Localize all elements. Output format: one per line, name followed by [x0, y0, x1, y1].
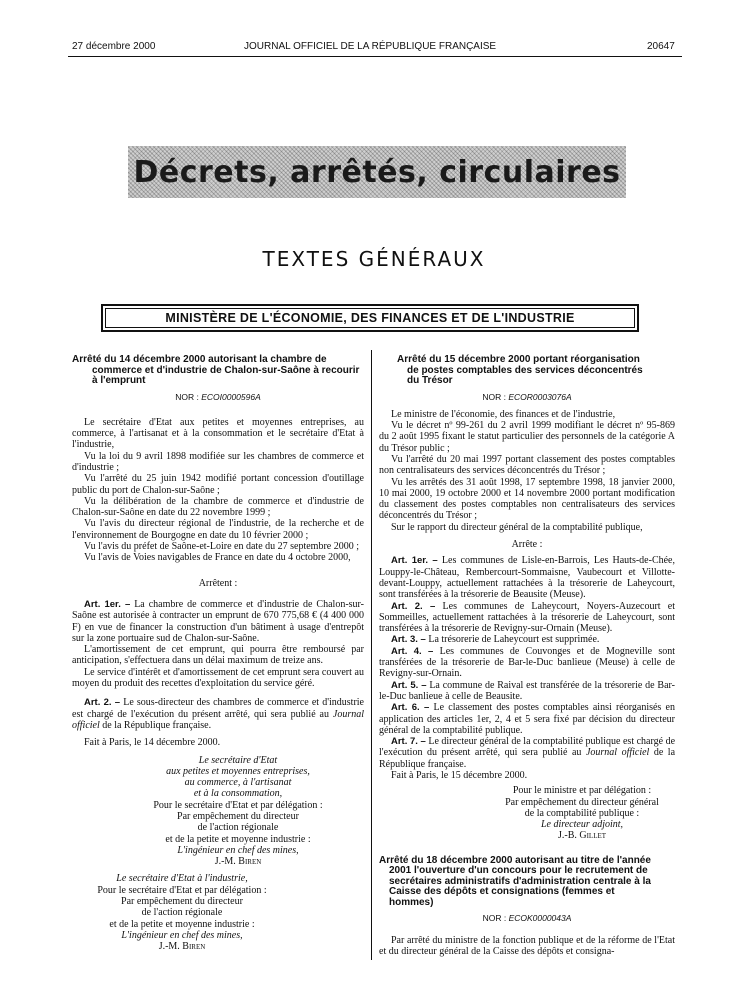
title-line: hommes)	[389, 896, 434, 908]
article-text: Le sous-directeur des chambres de commerce et d'industrie est chargé de l'exécution du présent arrêté, qui sera publié au	[72, 697, 364, 720]
title-line: Arrêté du 15 décembre 2000 portant réorganisation	[397, 354, 640, 365]
paragraph: Le secrétaire d'Etat aux petites et moyennes entreprises, au commerce, à l'artisanat et à la consommation et le secrétaire d'Etat à l'industrie,	[72, 416, 364, 451]
header-page-number: 20647	[647, 41, 675, 52]
done-at: Fait à Paris, le 14 décembre 2000.	[84, 737, 221, 749]
ministry-box	[101, 304, 639, 332]
title-line: commerce et d'industrie de Chalon-sur-Saône à recourir	[92, 364, 360, 376]
article-3	[379, 634, 675, 645]
paragraph: Vu le décret nº 99-261 du 2 avril 1999 modifiant le décret nº 95-869 du 2 août 1995 fixant le statut particulier des personnels de la catégorie A du Trésor public ;	[379, 420, 675, 454]
article-1	[72, 599, 364, 644]
article-text: La trésorerie de Laheycourt est supprimée.	[428, 634, 600, 646]
title-line: Caisse des dépôts et consignations (femmes et	[389, 886, 615, 898]
article-7	[379, 736, 675, 770]
nor-code: ECOR0003076A	[508, 391, 572, 402]
article-label: Art. 2. –	[84, 697, 121, 709]
signature-line: Pour le secrétaire d'Etat et par délégation :	[97, 884, 267, 896]
ministry-title: MINISTÈRE DE L'ÉCONOMIE, DES FINANCES ET DE L'INDUSTRIE	[105, 308, 635, 328]
article-label: Art. 4. –	[391, 645, 434, 657]
signatory-name: J.-M. Biren	[214, 856, 262, 868]
left-column	[72, 355, 364, 953]
paragraph: Le service d'intérêt et d'amortissement de cet emprunt sera couvert au moyen du produit des recettes d'exploitation du service géré.	[72, 666, 364, 690]
signature-line: Par empêchement du directeur	[121, 896, 243, 908]
article-text: Les communes de Laheycourt, Noyers-Auzecourt et Sommeilles, actuellement rattachées à la trésorerie de Laheycourt, sont transférées à la trésorerie de Revigny-sur-Ornain (Meuse).	[379, 600, 675, 635]
title-line: à l'emprunt	[92, 375, 146, 386]
decree-title	[379, 355, 675, 387]
article-5	[379, 680, 675, 703]
title-line: de postes comptables des services déconcentrés	[407, 364, 643, 376]
paragraph: Sur le rapport du directeur général de la comptabilité publique,	[391, 521, 643, 533]
section-banner	[128, 146, 626, 198]
nor-label: NOR :	[175, 391, 199, 402]
article-2	[379, 601, 675, 635]
signature-line: et à la consommation,	[193, 788, 283, 800]
article-text: Les communes de Couvonges et de Mogneville sont transférées de la trésorerie de Bar-le-Duc banlieue (Meuse) à celle de Revigny-sur-Ornain.	[379, 645, 675, 680]
paragraph: Vu la loi du 9 avril 1898 modifiée sur les chambres de commerce et d'industrie ;	[72, 450, 364, 473]
nor-code: ECOK0000043A	[508, 913, 572, 924]
article-text: de la République française.	[102, 719, 212, 731]
nor-reference	[72, 392, 364, 403]
article-text: Les communes de Lisle-en-Barrois, Les Hauts-de-Chée, Louppy-le-Château, Rembercourt-Sommaisne, Vaubecourt et Villotte-devant-Louppy, actuellement rattachées à la trésorerie de Laheycourt, sont transférées à la trésorerie de Beausite (Meuse).	[379, 555, 675, 601]
article-text: Le directeur général de la comptabilité publique est chargé de l'exécution du présent arrêté, qui sera publié au	[379, 736, 676, 759]
journal-name: Journal officiel	[72, 708, 365, 731]
signature-line: L'ingénieur en chef des mines,	[177, 844, 299, 856]
article-label: Art. 5. –	[391, 679, 427, 691]
signature-line: Le secrétaire d'Etat	[198, 754, 278, 766]
nor-label: NOR :	[482, 391, 506, 402]
header-journal-title: JOURNAL OFFICIEL DE LA RÉPUBLIQUE FRANÇAISE	[244, 41, 497, 52]
paragraph: Par arrêté du ministre de la fonction publique et de la réforme de l'Etat et du directeur général de la Caisse des dépôts et consigna-	[379, 934, 675, 957]
signature-line: Pour le ministre et par délégation :	[512, 785, 652, 797]
article-text: Le classement des postes comptables ainsi réorganisés en application des articles 1er, 2, 4 et 5 sera fixé par décision du directeur général de la comptabilité publique.	[379, 702, 675, 736]
article-text: La chambre de commerce et d'industrie de Chalon-sur-Saône est autorisée à contracter un emprunt de 670 775,68 € (4 400 000 F) en vue de financer la construction d'un bâtiment à usage d'entrepôt sur la zone portuaire sud de Chalon-sur-Saône.	[72, 598, 364, 644]
paragraph: Le ministre de l'économie, des finances et de l'industrie,	[391, 408, 616, 420]
signature-line: Le directeur adjoint,	[540, 819, 624, 831]
signature-line: et de la petite et moyenne industrie :	[109, 918, 255, 930]
article-label: Art. 1er. –	[84, 598, 131, 610]
title-line: Arrêté du 18 décembre 2000 autorisant au titre de l'année	[379, 854, 651, 866]
done-at: Fait à Paris, le 15 décembre 2000.	[391, 770, 528, 781]
paragraph: Vu l'avis du directeur régional de l'industrie, de la recherche et de l'environnement de Bourgogne en date du 10 février 2000 ;	[72, 518, 364, 541]
banner-title: Décrets, arrêtés, circulaires	[133, 154, 621, 190]
title-line: Arrêté du 14 décembre 2000 autorisant la chambre de	[72, 354, 327, 365]
article-2	[72, 697, 364, 731]
article-label: Art. 1er. –	[391, 555, 438, 567]
signature-line: de la comptabilité publique :	[524, 807, 640, 819]
signature-block-1	[72, 755, 364, 868]
signature-line: au commerce, à l'artisanat	[184, 777, 292, 789]
column-separator	[371, 350, 372, 960]
article-label: Art. 2. –	[391, 600, 436, 612]
paragraph: Vu l'arrêté du 20 mai 1997 portant classement des postes comptables non centralisateurs des services déconcentrés du Trésor ;	[379, 453, 675, 477]
paragraph: Vu la délibération de la chambre de commerce et d'industrie de Chalon-sur-Saône en date du 22 novembre 1999 ;	[72, 495, 364, 519]
signature-line: de l'action régionale	[197, 822, 279, 834]
signature-line: et de la petite et moyenne industrie :	[165, 833, 311, 845]
article-4	[379, 646, 675, 680]
signature-line: L'ingénieur en chef des mines,	[121, 929, 243, 941]
article-text: La commune de Raival est transférée de la trésorerie de Bar-le-Duc banlieue à celle de Beausite.	[379, 679, 675, 702]
article-label: Art. 6. –	[391, 702, 430, 714]
nor-label: NOR :	[482, 913, 507, 924]
signature-line: Par empêchement du directeur	[177, 811, 299, 822]
title-line: 2001 l'ouverture d'un concours pour le recrutement de	[389, 865, 648, 877]
nor-code: ECOI0000596A	[201, 391, 261, 402]
arrete-heading: Arrête :	[511, 539, 543, 551]
signature-line: de l'action régionale	[141, 907, 223, 919]
article-1	[379, 555, 675, 600]
decree-title-2	[379, 856, 675, 909]
paragraph: Vu l'arrêté du 25 juin 1942 modifié portant concession d'outillage public du port de Chalon-sur-Saône ;	[72, 473, 364, 496]
arretent-heading: Arrêtent :	[198, 577, 238, 589]
article-text: de la République française.	[379, 747, 676, 770]
nor-reference	[379, 913, 675, 924]
signature-line: Le secrétaire d'Etat à l'industrie,	[116, 873, 248, 885]
signature-line: aux petites et moyennes entreprises,	[166, 765, 310, 777]
signatory-name: J.-M. Biren	[158, 941, 206, 953]
paragraph: Vu l'avis du préfet de Saône-et-Loire en date du 27 septembre 2000 ;	[84, 541, 359, 553]
section-heading: TEXTES GÉNÉRAUX	[262, 247, 486, 271]
right-column	[379, 355, 675, 957]
signatory-name: J.-B. Gillet	[557, 830, 607, 842]
decree-title	[72, 355, 364, 387]
signature-block-2	[72, 873, 292, 952]
signature-block	[379, 785, 675, 841]
paragraph: Vu l'avis de Voies navigables de France en date du 4 octobre 2000,	[84, 552, 351, 564]
header-rule	[68, 56, 682, 57]
title-line: secrétaires administratifs d'administration centrale à la	[389, 875, 651, 887]
paragraph: L'amortissement de cet emprunt, qui pourra être remboursé par anticipation, s'effectuera dans un délai maximum de treize ans.	[72, 644, 364, 667]
article-label: Art. 7. –	[391, 736, 426, 748]
article-label: Art. 3. –	[391, 634, 426, 646]
signature-line: Par empêchement du directeur général	[505, 796, 659, 808]
title-line: du Trésor	[407, 375, 453, 386]
nor-reference	[379, 392, 675, 403]
article-6	[379, 702, 675, 736]
journal-name: Journal officiel	[585, 747, 650, 759]
header-date: 27 décembre 2000	[72, 41, 156, 52]
paragraph: Vu les arrêtés des 31 août 1998, 17 septembre 1998, 18 janvier 2000, 10 mai 2000, 19 octobre 2000 et 14 novembre 2000 portant modification du classement des postes comptables non centralisateurs des services déconcentrés du Trésor ;	[379, 476, 675, 522]
signature-line: Pour le secrétaire d'Etat et par délégation :	[153, 799, 323, 811]
